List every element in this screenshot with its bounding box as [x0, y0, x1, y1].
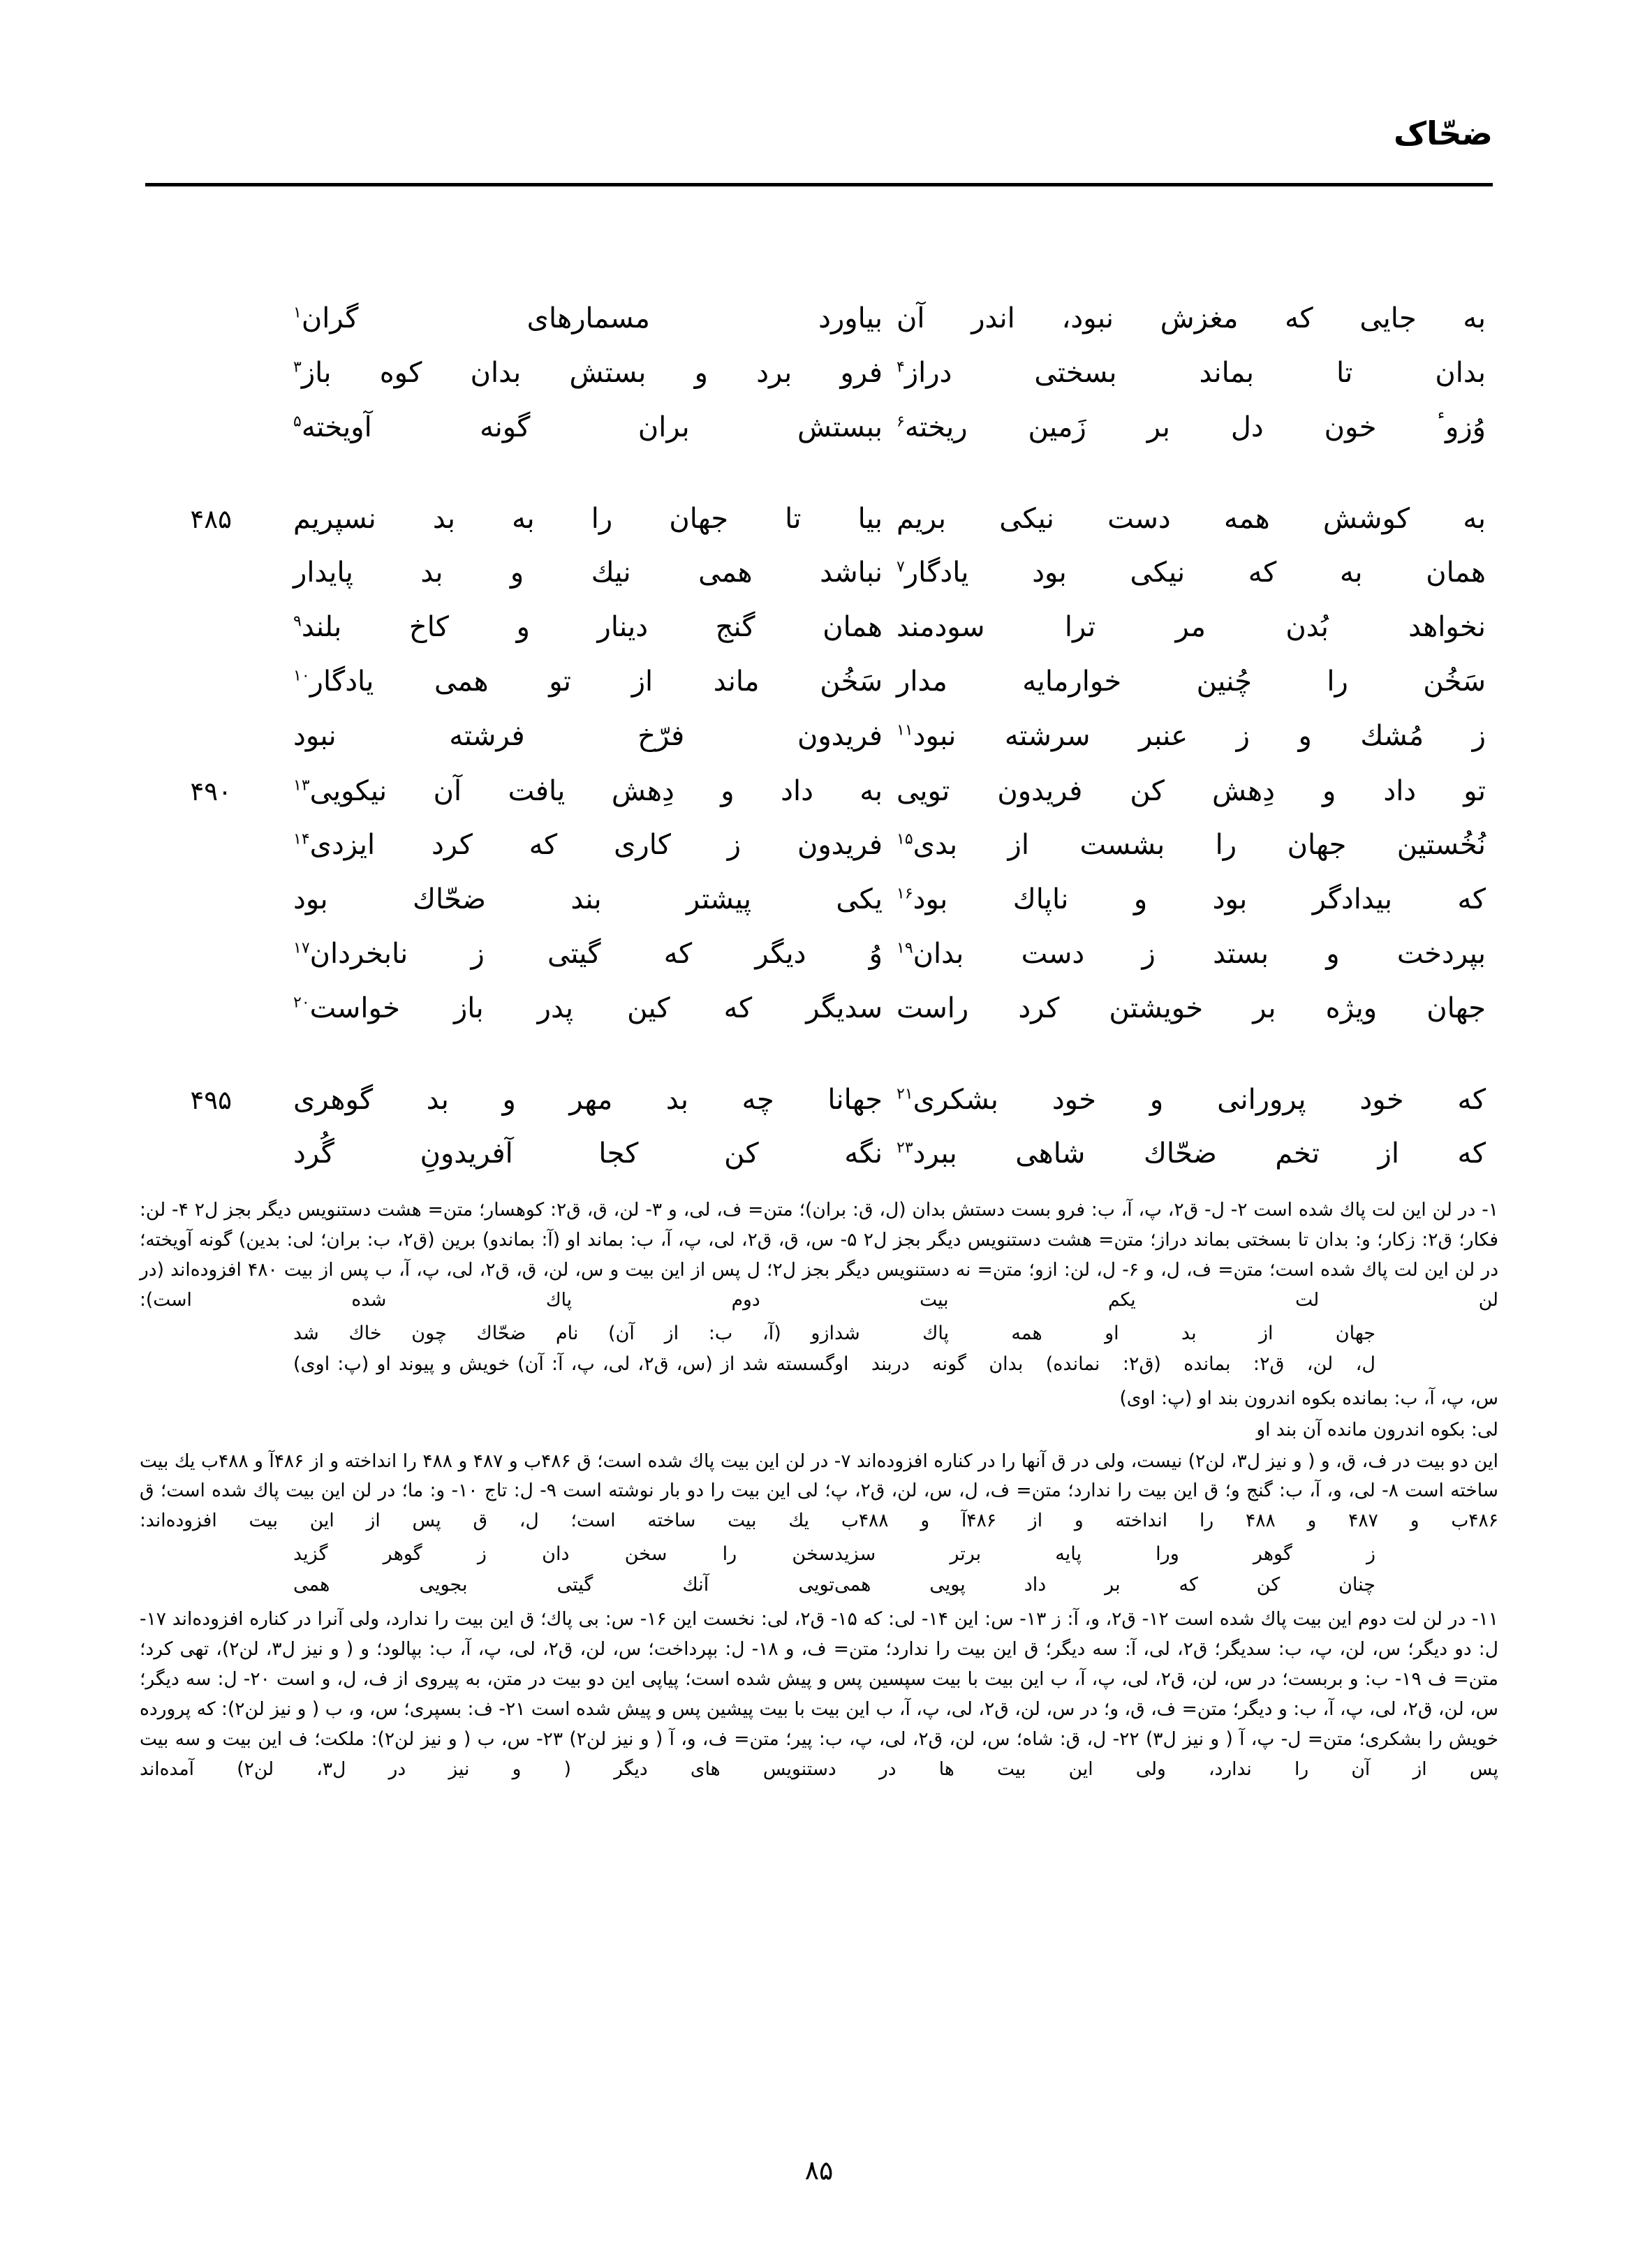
- verse-number: [140, 959, 232, 963]
- apparatus-tail-line: لی: بکوه اندرون مانده آن بند او: [1256, 1418, 1498, 1441]
- hemistich-left-text: به جایی که مغزش نبود، اندر آن: [897, 302, 1486, 334]
- hemistich-right: [232, 1082, 883, 1115]
- hemistich-right: [232, 554, 883, 588]
- apparatus-paragraph: ۱- در لن این لت پاك شده است ۲- ل- ق۲، پ، آ، ب: فرو بست دستش بدان (ل، ق: بران)؛ متن= ف، لی، و ۳- لن، ق، ق۲: کوهسار؛ متن= هشت دستنویس دیگر بجز ل۲ ۴- لن: فکار؛ ق۲: زکار؛ و: بدان تا بسختی بماند دراز؛ متن= هشت دستنویس دیگر بجز ل۲ ۵- س، ق، ق۲، لی، پ، آ، ب: بماند او (آ: بماندو) برین (ق۲، ب: بران؛ لی: بدین) گونه آویخته؛ در لن این لت پاك شده است؛ متن= ف، ل، و ۶- ل، لن: ازو؛ متن= نه دستنویس دیگر بجز ل۲؛ ل پس از این بیت و س، لن، ق، ق۲، لی، پ، آ، ب پس از بیت ۴۸۰ افزوده‌اند (در لن لت یکم بیت دوم پاك شده است):: [140, 1199, 1499, 1311]
- verse-block: [140, 300, 1498, 1190]
- verse-number: [140, 632, 232, 636]
- hemistich-left-text: که خود پرورانی و خود بشکری: [913, 1084, 1486, 1116]
- hemistich-right-text: فریدون ز کاری که کرد ایزدی: [309, 829, 883, 861]
- footnote-ref: ۲۰: [293, 994, 310, 1012]
- hemistich-left-text: بپردخت و بستد ز دست بدان: [913, 938, 1486, 970]
- inset-hemistich-left: ز گوهر ورا پایه برتر سزید: [834, 1543, 1375, 1566]
- hemistich-left-text: وُزوٴ خون دل بر زَمین ریخته: [904, 411, 1486, 443]
- verse-number: [140, 686, 232, 691]
- hemistich-left: [883, 609, 1498, 642]
- footnote-ref: ۱۴: [293, 830, 310, 848]
- verse-number: [140, 378, 232, 382]
- verse-number: [140, 741, 232, 745]
- footnote-ref: ۲۳: [897, 1139, 913, 1157]
- hemistich-left: [883, 355, 1498, 388]
- hemistich-left-text: که بیدادگر بود و ناپاك بود: [913, 883, 1486, 915]
- verse-line: [140, 500, 1498, 554]
- inset-variant-couplets: [140, 1539, 1498, 1600]
- inset-variant-couplets: [140, 1318, 1498, 1380]
- hemistich-right: [232, 718, 883, 751]
- footnote-ref: ۱۹: [897, 939, 913, 957]
- hemistich-right: [232, 936, 883, 969]
- inset-verse-line: [244, 1349, 1394, 1380]
- hemistich-left-text: نخواهد بُدن مر ترا سودمند: [897, 611, 1486, 643]
- critical-apparatus: [140, 1195, 1498, 1786]
- verse-number: [140, 323, 232, 327]
- hemistich-left-text: به کوشش همه دست نیکی بریم: [897, 503, 1486, 535]
- verse-line: [140, 1135, 1498, 1190]
- footnote-ref: ۱: [293, 304, 302, 322]
- verse-line: [140, 772, 1498, 827]
- hemistich-left: [883, 1082, 1498, 1115]
- hemistich-right: [232, 1135, 883, 1169]
- verse-number: [140, 1158, 232, 1163]
- hemistich-left-text: سَخُن را چُنین خوارمایه مدار: [897, 665, 1486, 698]
- hemistich-left-text: ز مُشك و ز عنبر سرشته نبود: [913, 720, 1486, 752]
- inset-hemistich-left: چنان کن که بر داد پویی همی: [834, 1574, 1375, 1596]
- apparatus-paragraph: ۱۱- در لن لت دوم این بیت پاك شده است ۱۲- ق۲، و، آ: ز ۱۳- س: این ۱۴- لی: که ۱۵- ق۲، لی: نخست این ۱۶- س: بی پاك؛ ق این بیت را ندارد، ولی آنرا در کناره افزوده‌اند ۱۷- ل: دو دیگر؛ س، لن، پ، ب: سدیگر؛ ق۲، لی، آ: سه دیگر؛ ق این بیت را ندارد؛ متن= ف، و ۱۸- ل: بپرداخت؛ س، لن، ق۲، لی، پ، آ، ب: بپالود؛ و ( و نیز ل۳، لن۲)، تهی کرد؛ متن= ف ۱۹- ب: و بربست؛ در س، لن، ق۲، لی، پ، آ، ب این بیت با بیت سپسین پس و پیش شده است؛ پیاپی این دو بیت در متن، به پیروی از ف، ل، و است ۲۰- ل: سه دیگر؛ س، لن، ق۲، لی، پ، آ، ب: و دیگر؛ متن= ف، ق، و؛ در س، لن، ق۲، لی، پ، آ، ب این بیت با بیت پیشین پس و پیش شده است ۲۱- ف: بسپری؛ س، و، ب ( و نیز لن۲): که پرورده خویش را بشکری؛ متن= ل- پ، آ ( و نیز ل۳) ۲۲- ل، ق: شاه؛ س، لن، ق۲، لی، پ، ب: پیر؛ متن= ف، و، آ ( و نیز لن۲) ۲۳- س، ب ( و نیز لن۲): ملکت؛ ف این بیت و سه بیت پس از آن را ندارد، ولی این بیت ها در دستنویس های دیگر ( و نیز در ل۳، لن۲) آمده‌اند: [140, 1608, 1499, 1780]
- verse-number: ۴۹۵: [190, 1085, 232, 1115]
- hemistich-left: [883, 718, 1498, 751]
- verse-line: [140, 609, 1498, 663]
- hemistich-right-text: نباشد همی نیك و بد پایدار: [293, 557, 883, 589]
- hemistich-left: [883, 663, 1498, 697]
- verse-line: [140, 936, 1498, 990]
- verse-line: [140, 663, 1498, 718]
- footnote-ref: ۱۷: [293, 939, 310, 957]
- footnote-ref: ۳: [293, 358, 302, 376]
- stanza: [140, 1081, 1498, 1190]
- inset-hemistich-left: ل، لن، ق۲: بمانده (ق۲: نمانده) بدان گونه دربند او: [834, 1353, 1375, 1375]
- hemistich-right-text: فریدون فرّخ فرشته نبود: [293, 720, 883, 752]
- hemistich-left: [883, 409, 1498, 443]
- hemistich-right-text: وُ دیگر که گیتی ز نابخردان: [309, 938, 883, 970]
- hemistich-left-text: همان به که نیکی بود یادگار: [904, 557, 1486, 589]
- hemistich-left-text: تو داد و دِهش کن فریدون تویی: [897, 775, 1486, 807]
- hemistich-left: [883, 881, 1498, 915]
- hemistich-right-text: فرو برد و بستش بدان کوه باز: [301, 357, 883, 389]
- verse-line: [140, 1081, 1498, 1135]
- hemistich-right: [232, 773, 883, 807]
- verse-line: [140, 409, 1498, 464]
- hemistich-left: [883, 501, 1498, 534]
- verse-number: [140, 904, 232, 908]
- hemistich-left-text: جهان ویژه بر خویشتن کرد راست: [897, 992, 1486, 1024]
- footnote-ref: ۷: [897, 558, 905, 576]
- verse-number: ۴۸۵: [190, 504, 232, 534]
- hemistich-right: [232, 355, 883, 388]
- hemistich-right: [232, 990, 883, 1024]
- verse-number: [140, 577, 232, 582]
- hemistich-right-text: به داد و دِهش یافت آن نیکویی: [309, 775, 883, 807]
- hemistich-left: [883, 773, 1498, 807]
- hemistich-left: [883, 554, 1498, 588]
- inset-verse-line: [244, 1570, 1394, 1600]
- verse-line: [140, 718, 1498, 772]
- folio: [0, 2155, 1638, 2186]
- hemistich-right-text: سدیگر که کین پدر باز خواست: [309, 992, 883, 1024]
- hemistich-right-text: یکی پیشتر بند ضحّاك بود: [293, 883, 883, 915]
- footnote-ref: ۲۱: [897, 1085, 913, 1103]
- apparatus-tail-line: س، پ، آ، ب: بمانده بکوه اندرون بند او (پ: اوی): [1119, 1387, 1498, 1409]
- hemistich-right: [232, 609, 883, 642]
- footnote-ref: ۱۶: [897, 885, 913, 903]
- page-number: ۸۵: [804, 2155, 834, 2186]
- running-head-title: ضحّاک: [1394, 115, 1493, 152]
- inset-hemistich-right: گسسته شد از (س، ق۲، لی، پ، آ: آن) خویش و پیوند او (پ: اوی): [293, 1353, 834, 1375]
- footnote-ref: ۴: [897, 358, 905, 376]
- stanza: [140, 500, 1498, 1045]
- footnote-ref: ۱۵: [897, 830, 913, 848]
- hemistich-right-text: نگه کن کجا آفریدونِ گُرد: [293, 1137, 883, 1170]
- hemistich-right-text: جهانا چه بد مهر و بد گوهری: [293, 1084, 883, 1116]
- inset-verse-line: [244, 1539, 1394, 1570]
- stanza: [140, 300, 1498, 464]
- verse-number: [140, 850, 232, 854]
- header-rule: [145, 183, 1493, 186]
- verse-line: [140, 990, 1498, 1045]
- footnote-ref: ۹: [293, 612, 302, 631]
- verse-number: ۴۹۰: [190, 776, 232, 807]
- hemistich-right-text: بیا تا جهان را به بد نسپریم: [293, 503, 883, 535]
- hemistich-left: [883, 1135, 1498, 1169]
- verse-number: [140, 432, 232, 436]
- hemistich-right: [232, 663, 883, 697]
- inset-hemistich-right: تویی آنك گیتی بجویی همی: [293, 1574, 834, 1596]
- hemistich-right: [232, 881, 883, 915]
- verse-line: [140, 554, 1498, 609]
- verse-line: [140, 300, 1498, 355]
- apparatus-paragraph: این دو بیت در ف، ق، و ( و نیز ل۳، لن۲) نیست، ولی در ق آنها را در کناره افزوده‌اند ۷- در لن این بیت پاك شده است؛ ق ۴۸۶ب و ۴۸۷ و ۴۸۸ را انداخته و از ۴۸۶آ و ۴۸۸ب یك بیت ساخته است ۸- لی، و، آ، ب: گنج و؛ ق این بیت را ندارد؛ متن= ف، ل، س، لن، ق۲، پ؛ لی این بیت را دو بار نوشته است ۹- ل: تاج ۱۰- و: ما؛ در لن این بیت پاك شده است؛ ق ۴۸۶ب و ۴۸۷ و ۴۸۸ را انداخته و از ۴۸۶آ و ۴۸۸ب یك بیت ساخته است؛ ل، ق پس از این بیت افزوده‌اند:: [140, 1450, 1498, 1532]
- footnote-ref: ۱۰: [293, 667, 310, 685]
- hemistich-left-text: نُخُستین جهان را بشست از بدی: [913, 829, 1486, 861]
- hemistich-left: [883, 827, 1498, 860]
- footnote-ref: ۶: [897, 413, 905, 431]
- inset-verse-line: [244, 1318, 1394, 1349]
- hemistich-right-text: سَخُن ماند از تو همی یادگار: [309, 665, 883, 698]
- inset-hemistich-right: سخن را سخن دان ز گوهر گزید: [293, 1543, 834, 1566]
- hemistich-left: [883, 936, 1498, 969]
- footnote-ref: ۱۱: [897, 721, 913, 739]
- hemistich-left-text: که از تخم ضحّاك شاهی ببرد: [913, 1137, 1486, 1170]
- hemistich-left: [883, 990, 1498, 1024]
- hemistich-right-text: بیاورد مسمارهای گران: [301, 302, 883, 334]
- hemistich-right-text: ببستش بران گونه آویخته: [301, 411, 883, 443]
- hemistich-right: [232, 827, 883, 860]
- hemistich-right: [232, 300, 883, 334]
- hemistich-right: [232, 409, 883, 443]
- footnote-ref: ۵: [293, 413, 302, 431]
- inset-hemistich-right: ازو (آ، ب: از آن) نام ضحّاك چون خاك شد: [293, 1322, 834, 1344]
- verse-line: [140, 881, 1498, 936]
- footnote-ref: ۱۳: [293, 776, 310, 795]
- verse-line: [140, 827, 1498, 881]
- hemistich-left: [883, 300, 1498, 334]
- inset-hemistich-left: جهان از بد او همه پاك شد: [834, 1322, 1375, 1344]
- hemistich-right: [232, 501, 883, 534]
- hemistich-right-text: همان گنج دینار و کاخ بلند: [301, 611, 883, 643]
- verse-number: [140, 1013, 232, 1017]
- verse-line: [140, 355, 1498, 409]
- hemistich-left-text: بدان تا بماند بسختی دراز: [904, 357, 1486, 389]
